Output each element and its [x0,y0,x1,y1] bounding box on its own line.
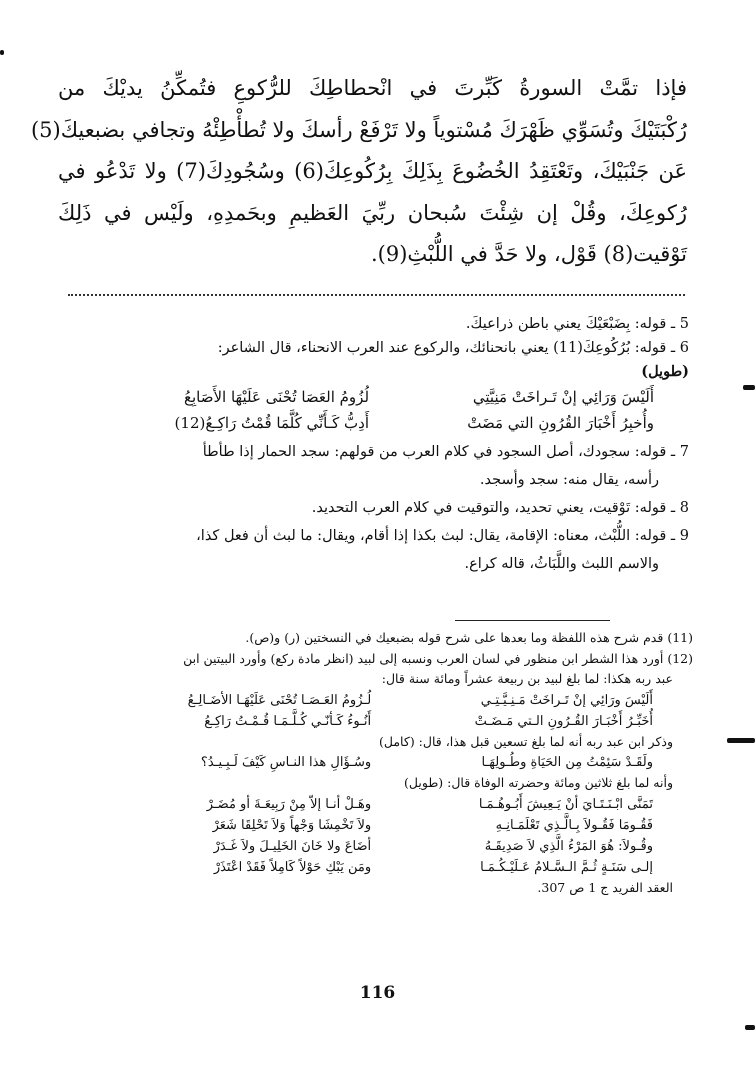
footnote-verse-line [56,711,693,732]
verse-hemistich: وسُـؤَالِ هذا النـاسِ كَيْفَ لَـبِـيـدُ؟ [200,755,372,770]
footnote-12: (12) أورد هذا الشطر ابن منظور في لسان العرب ونسبه إلى لبيد (انظر مادة ركع) وأورد البيتين ابن [183,650,693,666]
verse-hemistich: فَقُـومَا فَقُـولاَ بِـالَّـذِي تَعْلَمَـانِـهِ [495,817,653,833]
main-line: تَوْقيت(8) قَوْل، ولا حَدَّ في اللُّبْثِ(9). [370,242,687,266]
verse-hemistich: أَلَيْسَ ورَائِي إنْ تَـراخَتْ مَـنِـيَّـتِـي [480,692,653,708]
verse-hemistich: ولاَ تَخْمِشَا وَجْهاً وَلاَ تَحْلِقَا شَعَرْ [212,817,372,833]
margin-mark [743,385,755,390]
footnote-12-source: العقد الفريد ج 1 ص 307. [537,879,673,895]
note-6: 6 ـ قوله: بُرُكُوعِكَ(11) يعني بانحنائك، والركوع عند العرب الانحناء، قال الشاعر: [217,340,689,356]
margin-mark [0,50,4,55]
page-number: 116 [359,983,396,1003]
footnote-verse-line [56,836,693,857]
footnotes [56,628,693,898]
footnote-verse-line [56,815,693,836]
note-7-continued: رأسه، يقال منه: سجد وأسجد. [479,472,659,488]
footnote-12-continued: وذكر ابن عبد ربه أنه لما بلغ تسعين قبل هذا، قال: (كامل) [379,733,673,749]
verse-hemistich: ومَن يَبْكِ حَوْلاً كَامِلاً فَقَدْ اعْتَذَرْ [213,859,372,875]
main-line: عَن جَنْبَيْكَ، وتَعْتَقِدُ الخُضُوعَ بِذَلِكَ بِرُكُوعِكَ(6) وسُجُودِكَ(7) ولا تَدْعُو في [58,159,687,183]
verse-block [56,384,689,436]
verse-hemistich: تَمَنَّى ابْـنَـتَـايَ أنْ يَـعِيشَ أَبُـوهُـمَـا [478,796,653,812]
note-7: 7 ـ قوله: سجودك، أصل السجود في كلام العرب من قولهم: سجد الحمار إذا طأطأ [202,444,689,460]
footnote-verse-line [56,857,693,878]
main-line: رُكْبَتَيْكَ وتُسَوِّي ظَهْرَكَ مُسْتوياً ولا تَرْفَعْ رأسكَ ولا تُطأْطِئْهُ وتجافي بضبعيكَ(5) [30,117,687,142]
margin-mark [745,1025,755,1030]
note-8: 8 ـ قوله: تَوْقيت، يعني تحديد، والتوقيت في كلام العرب التحديد. [311,500,689,516]
footnote-12-continued: عبد ربه هكذا: لما بلغ لبيد بن ربيعة عشراً ومائة سنة قال: [381,671,673,686]
dotted-separator [68,294,685,296]
footnote-11: (11) قدم شرح هذه اللفظة وما بعدها على شرح قوله بضبعيك في النسختين (ر) و(ص). [245,630,693,645]
meter-label: (طويل) [641,363,689,380]
verse-hemistich: أَدِبُّ كَـأَنِّي كُلَّمَا قُمْتُ رَاكِـعُ(12) [174,414,370,432]
footnote-verse-line [56,752,693,773]
verse-hemistich: وهَـلْ أنـا إلاّ مِنْ رَبِيعَـةَ أو مُضَـرْ [206,796,372,812]
verse-hemistich: أَنُـوءُ كَـأنّـي كُـلَّـمَـا قُـمْـتُ رَاكِـعُ [204,713,372,729]
verse-line [106,410,654,436]
verse-hemistich: لُزُومُ العَصَا تُحْنَى عَلَيْهَا الأَصَابِعُ [184,388,370,406]
verse-hemistich: أضَاعَ ولا خَانَ الخَلِيـلَ ولاَ غَـدَرْ [213,838,372,854]
note-9: 9 ـ قوله: اللُّبْث، معناه: الإقامة، يقال: لبث بكذا إذا أقام، ويقال: ما لبث أن فعل كذا، [196,528,689,544]
verse-hemistich: لُـزُومُ العَـصَـا تُحْنَى عَلَيْهَـا الأضَـالِـعُ [187,692,372,708]
footnote-12-continued: وأنه لما بلغ ثلاثين ومائة وحضرته الوفاة قال: (طويل) [404,775,673,790]
verse-hemistich: إلـى سَنَـةٍ ثُـمَّ الـسَّـلامُ عَـلَيْـكُـمَـا [480,859,653,875]
footnote-separator [455,620,610,621]
commentary-notes [56,312,689,576]
footnote-verse-line [56,794,693,815]
verse-hemistich: أُخَبِّـرُ أَخْبَـارَ القُـرُونِ الـتي مَـضَـتْ [474,713,653,729]
verse-hemistich: ولَقَـدْ سَئِمْتُ مِن الحَيَاةِ وطُـولِهَـا [481,755,653,770]
margin-mark [727,738,755,743]
verse-hemistich: أَلَيْسَ وَرَائِي إنْ تَـراخَتْ مَنِيَّتِي [472,388,654,406]
note-5: 5 ـ قوله: بِضَبْعَيْكَ يعني باطن ذراعيكَ. [465,316,689,332]
note-9-continued: والاسم اللبث واللَّبَاثُ، قاله كراع. [464,556,659,572]
verse-line [106,384,654,410]
main-line: فإذا تمَّتْ السورةُ كَبِّرتَ في انْحطاطِكَ للرُّكوعِ فتُمكِّنُ يديْكَ من [58,76,687,100]
verse-hemistich: وأُخبِرُ أَخْبَارَ القُرُونِ التي مَضَتْ [467,414,654,432]
main-paragraph [30,68,687,276]
footnote-verse-line [56,690,693,711]
main-line: رُكوعِكَ، وقُلْ إن شِئْتَ سُبحان ربِّيَ العَظيمِ وبحَمدِهِ، ولَيْس في ذَلِكَ [58,200,687,225]
verse-hemistich: وقُـولاَ: هُوَ المَرْءُ الَّذِي لاَ صَدِيقَـهُ [484,838,653,854]
